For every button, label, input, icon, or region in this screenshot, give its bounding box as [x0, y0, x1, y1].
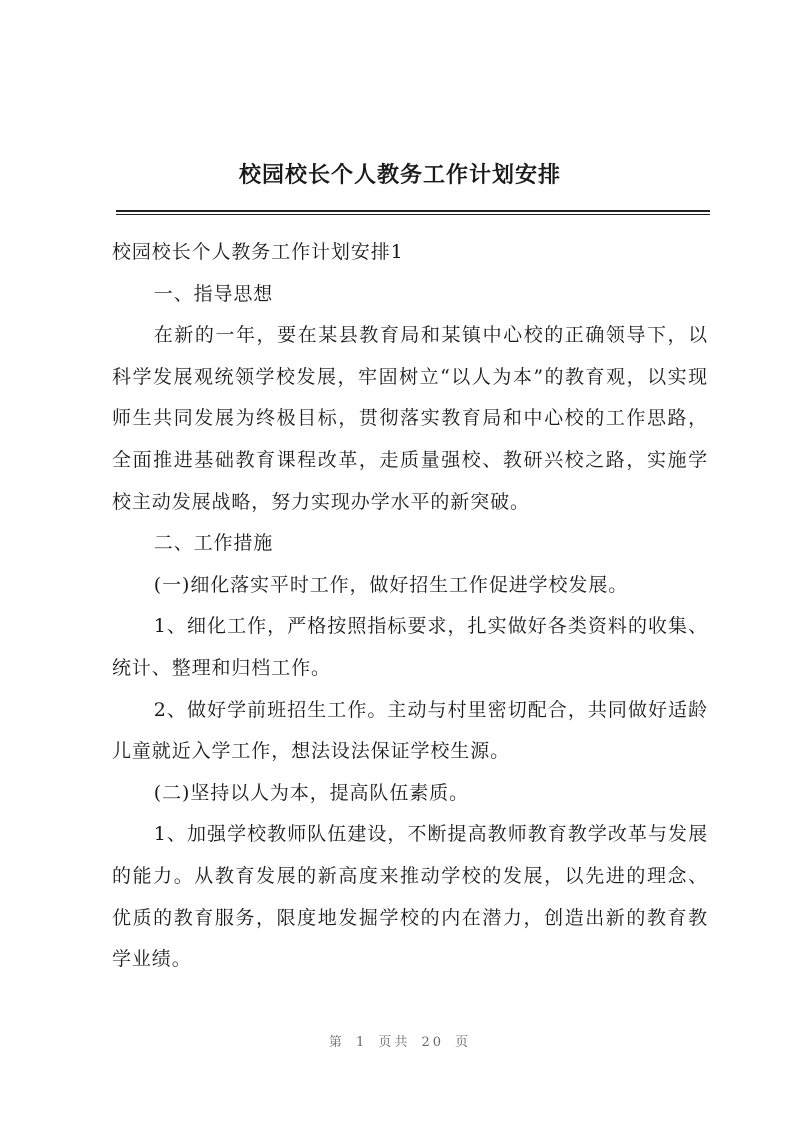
- document-title: 校园校长个人教务工作计划安排: [238, 162, 561, 188]
- section-heading: 校园校长个人教务工作计划安排1: [112, 241, 404, 263]
- title-divider: [116, 210, 710, 215]
- paragraph: (一)细化落实平时工作，做好招生工作促进学校发展。: [153, 573, 629, 596]
- paragraph: 1、细化工作，严格按照指标要求，扎实做好各类资料的收集、统计、整理和归档工作。: [112, 615, 708, 679]
- document-body: [112, 232, 708, 981]
- paragraph: 在新的一年，要在某县教育局和某镇中心校的正确领导下，以科学发展观统领学校发展，牢固树立“以人为本”的教育观，以实现师生共同发展为终极目标，贯彻落实教育局和中心校的工作思路，全面推进基础教育课程改革，走质量强校、教研兴校之路，实施学校主动发展战略，努力实现办学水平的新突破。: [112, 324, 708, 513]
- paragraph: 一、指导思想: [153, 282, 274, 305]
- paragraph: 二、工作措施: [153, 532, 274, 555]
- paragraph: (二)坚持以人为本，提高队伍素质。: [153, 781, 469, 804]
- page-number-footer: 第 1 页共 20 页: [328, 1035, 472, 1050]
- paragraph: 1、加强学校教师队伍建设，不断提高教师教育教学改革与发展的能力。从教育发展的新高度来推动学校的发展，以先进的理念、优质的教育服务，限度地发掘学校的内在潜力，创造出新的教育教学业绩。: [112, 823, 708, 971]
- paragraph: 2、做好学前班招生工作。主动与村里密切配合，共同做好适龄儿童就近入学工作，想法设法保证学校生源。: [112, 698, 708, 763]
